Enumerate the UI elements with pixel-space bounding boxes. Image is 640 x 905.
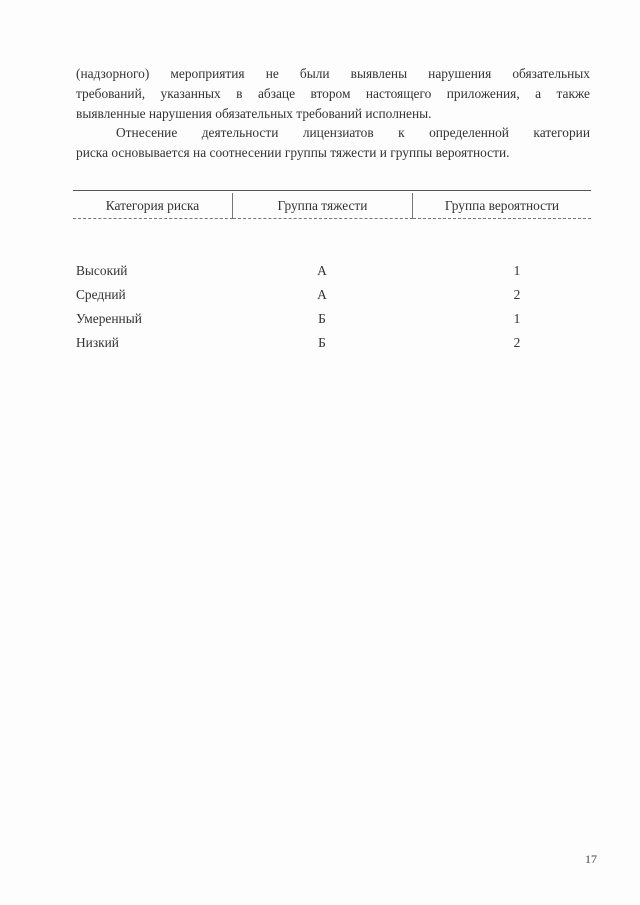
paragraph-line: (надзорного) мероприятия не были выявлены нарушения обязательных — [76, 66, 590, 81]
header-probability-group: Группа вероятности — [413, 193, 591, 219]
table-row — [76, 263, 576, 285]
risk-category-cell: Низкий — [76, 335, 119, 350]
severity-group-cell: Б — [318, 311, 326, 326]
probability-group-cell: 1 — [513, 263, 521, 278]
paragraph-line: выявленные нарушения обязательных требований исполнены. — [76, 106, 432, 121]
table-row — [76, 311, 576, 333]
paragraph-violations — [76, 64, 590, 124]
severity-group-cell: Б — [318, 335, 326, 350]
table-row — [76, 287, 576, 309]
header-risk-category: Категория риска — [73, 193, 233, 219]
paragraph-line: риска основывается на соотнесении группы тяжести и группы вероятности. — [76, 145, 510, 160]
probability-group-cell: 1 — [513, 311, 521, 326]
risk-table-header — [73, 193, 591, 219]
risk-category-cell: Умеренный — [76, 311, 142, 326]
severity-group-cell: А — [317, 263, 327, 278]
probability-group-cell: 2 — [513, 287, 521, 302]
severity-group-cell: А — [317, 287, 327, 302]
paragraph-line: Отнесение деятельности лицензиатов к определенной категории — [116, 125, 590, 140]
table-top-border — [73, 190, 591, 191]
page-number: 17 — [585, 852, 597, 866]
risk-category-cell: Средний — [76, 287, 126, 302]
probability-group-cell: 2 — [513, 335, 521, 350]
risk-category-cell: Высокий — [76, 263, 128, 278]
paragraph-risk-basis — [76, 123, 590, 163]
table-row — [76, 335, 576, 357]
paragraph-line: требований, указанных в абзаце втором настоящего приложения, а также — [76, 86, 590, 101]
header-severity-group: Группа тяжести — [233, 193, 413, 219]
